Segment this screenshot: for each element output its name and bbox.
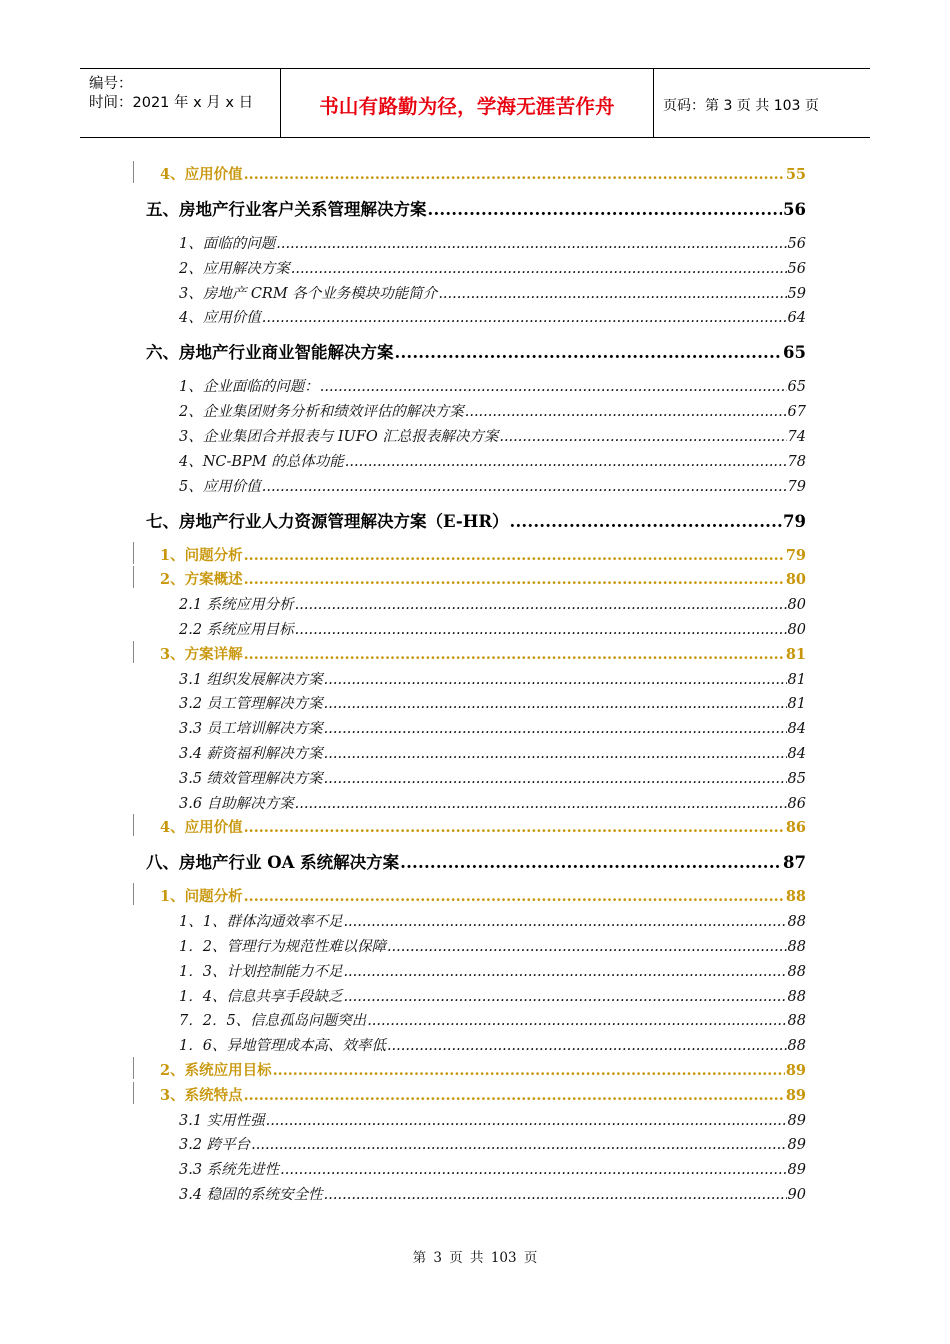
toc-entry-title: 4、应用价值 (160, 166, 243, 183)
toc-chapter-entry[interactable] (146, 196, 806, 220)
toc-entry-title: 3.4 稳固的系统安全性 (179, 1187, 323, 1203)
toc-entry[interactable] (179, 1034, 806, 1055)
toc-entry[interactable] (179, 910, 806, 931)
toc-entry-title: 4、NC-BPM 的总体功能 (179, 453, 344, 470)
toc-entry-title: 五、房地产行业客户关系管理解决方案 (146, 200, 427, 219)
toc-entry-page: 89 (787, 1137, 806, 1154)
toc-entry-page: 89 (787, 1162, 806, 1179)
toc-entry-title: 1．4、信息共享手段缺乏 (179, 988, 343, 1005)
toc-entry[interactable] (179, 935, 806, 956)
toc-leader-dots (510, 512, 782, 531)
toc-entry-title: 2、企业集团财务分析和绩效评估的解决方案 (179, 404, 464, 421)
toc-entry-page: 86 (787, 795, 806, 812)
toc-entry-page: 88 (787, 939, 806, 955)
toc-leader-dots (428, 200, 783, 219)
toc-entry-title: 1、企业面临的问题： (179, 379, 319, 396)
toc-entry[interactable] (179, 306, 806, 327)
toc-entry-page: 88 (787, 914, 806, 931)
toc-entry[interactable] (179, 400, 806, 421)
toc-entry[interactable] (179, 282, 806, 303)
toc-entry-page: 56 (787, 236, 806, 252)
toc-entry-page: 90 (787, 1187, 806, 1203)
toc-entry-page: 81 (787, 696, 806, 713)
toc-entry-page: 81 (787, 671, 806, 688)
toc-leader-dots (499, 429, 786, 445)
toc-entry-page: 55 (785, 166, 806, 183)
toc-entry[interactable] (179, 767, 806, 788)
toc-margin-bar (133, 1057, 134, 1079)
toc-entry[interactable] (160, 163, 806, 184)
toc-margin-bar (133, 542, 134, 564)
toc-leader-dots (251, 1137, 786, 1153)
toc-leader-dots (324, 672, 787, 688)
toc-entry[interactable] (179, 1109, 806, 1130)
toc-entry-page: 88 (787, 988, 806, 1005)
toc-entry-title: 3.3 员工培训解决方案 (179, 721, 323, 738)
toc-entry[interactable] (179, 618, 806, 639)
time-label: 时间：2021 年 x 月 x 日 (89, 95, 254, 111)
toc-entry-title: 2.2 系统应用目标 (179, 622, 294, 638)
toc-entry[interactable] (179, 450, 806, 471)
toc-entry-title: 3.5 绩效管理解决方案 (179, 770, 323, 787)
toc-entry[interactable] (179, 375, 806, 396)
toc-entry-title: 3.1 实用性强 (179, 1112, 265, 1129)
toc-leader-dots (343, 914, 786, 930)
toc-leader-dots (244, 547, 785, 564)
toc-entry-title: 六、房地产行业商业智能解决方案 (146, 343, 394, 363)
toc-entry-title: 3.2 员工管理解决方案 (179, 696, 323, 713)
toc-entry-title: 5、应用价值 (179, 478, 261, 495)
toc-entry[interactable] (179, 985, 806, 1006)
toc-margin-bar (133, 814, 134, 836)
toc-leader-dots (244, 646, 785, 663)
toc-leader-dots (367, 1013, 786, 1029)
toc-entry[interactable] (179, 960, 806, 981)
toc-entry-title: 1．2、管理行为规范性难以保障 (179, 939, 386, 955)
toc-entry-page: 85 (787, 770, 806, 787)
toc-entry-title: 7．2．5、信息孤岛问题突出 (179, 1013, 367, 1030)
toc-leader-dots (324, 746, 787, 762)
toc-entry-page: 89 (785, 1086, 806, 1104)
toc-leader-dots (465, 404, 787, 420)
toc-leader-dots (387, 1038, 787, 1054)
toc-entry-page: 84 (787, 746, 806, 762)
toc-chapter-entry[interactable] (146, 849, 806, 873)
toc-entry[interactable] (179, 1158, 806, 1179)
toc-leader-dots (324, 771, 787, 787)
toc-entry[interactable] (179, 1183, 806, 1204)
toc-entry-title: 2、方案概述 (160, 571, 243, 589)
toc-entry[interactable] (179, 257, 806, 278)
page-footer: 第 3 页 共 103 页 (412, 1250, 538, 1266)
toc-entry-title: 1、1、群体沟通效率不足 (179, 914, 343, 931)
toc-entry-title: 4、应用价值 (160, 819, 243, 837)
toc-entry-title: 3、房地产 CRM 各个业务模块功能简介 (179, 285, 438, 302)
toc-entry-page: 80 (787, 597, 806, 614)
toc-leader-dots (324, 1187, 787, 1203)
toc-entry-title: 3.6 自助解决方案 (179, 795, 294, 812)
toc-entry[interactable] (179, 742, 806, 763)
toc-entry[interactable] (179, 475, 806, 496)
toc-entry-page: 88 (787, 1013, 806, 1030)
page-info: 页码：第 3 页 共 103 页 (663, 98, 819, 114)
toc-entry-title: 1．3、计划控制能力不足 (179, 963, 343, 980)
toc-entry-page: 79 (787, 478, 806, 495)
motto-text: 书山有路勤为径，学海无涯苦作舟 (319, 95, 615, 118)
toc-entry-title: 3.1 组织发展解决方案 (179, 671, 323, 688)
toc-entry-page: 78 (787, 453, 806, 470)
toc-entry[interactable] (179, 425, 806, 446)
toc-entry-title: 3、方案详解 (160, 645, 243, 663)
toc-leader-dots (262, 310, 787, 326)
toc-leader-dots (343, 989, 786, 1005)
toc-entry-page: 64 (787, 310, 806, 327)
toc-entry[interactable] (160, 544, 806, 565)
toc-entry-page: 89 (785, 1062, 806, 1079)
toc-entry[interactable] (160, 1084, 806, 1105)
toc-entry-title: 4、应用价值 (179, 310, 261, 327)
toc-leader-dots (291, 261, 787, 277)
toc-entry-page: 74 (787, 429, 806, 445)
toc-entry-title: 3、系统特点 (160, 1086, 243, 1104)
toc-entry[interactable] (160, 643, 806, 664)
toc-leader-dots (395, 343, 783, 362)
toc-entry[interactable] (179, 792, 806, 813)
toc-entry-page: 65 (787, 379, 806, 396)
toc-entry[interactable] (179, 1009, 806, 1030)
toc-entry-title: 1、问题分析 (160, 546, 243, 564)
toc-entry-page: 56 (783, 200, 806, 219)
toc-entry[interactable] (179, 717, 806, 738)
toc-entry-title: 3.2 跨平台 (179, 1137, 251, 1154)
toc-margin-bar (133, 641, 134, 663)
toc-chapter-entry[interactable] (146, 339, 806, 363)
toc-leader-dots (295, 796, 787, 812)
toc-leader-dots (320, 379, 787, 395)
toc-entry-title: 八、房地产行业 OA 系统解决方案 (146, 853, 400, 873)
toc-entry-page: 81 (785, 645, 806, 663)
toc-leader-dots (262, 479, 787, 495)
toc-entry-page: 59 (787, 285, 806, 302)
toc-leader-dots (387, 939, 787, 955)
toc-entry-page: 87 (783, 853, 806, 873)
toc-margin-bar (133, 161, 134, 183)
toc-entry-page: 84 (787, 721, 806, 738)
toc-entry[interactable] (179, 668, 806, 689)
toc-entry[interactable] (179, 1133, 806, 1154)
toc-entry-page: 80 (785, 571, 806, 589)
toc-chapter-entry[interactable] (146, 508, 806, 532)
toc-entry[interactable] (179, 692, 806, 713)
toc-entry-title: 1、问题分析 (160, 888, 243, 906)
toc-entry-page: 88 (785, 888, 806, 906)
toc-entry[interactable] (160, 885, 806, 906)
toc-entry[interactable] (160, 1059, 806, 1080)
toc-entry-title: 七、房地产行业人力资源管理解决方案（E-HR） (146, 511, 509, 531)
toc-leader-dots (266, 1113, 787, 1129)
toc-entry-page: 56 (787, 260, 806, 277)
toc-entry-page: 65 (783, 343, 806, 363)
toc-leader-dots (324, 696, 787, 712)
toc-entry-title: 3.3 系统先进性 (179, 1162, 280, 1179)
toc-entry-page: 67 (787, 404, 806, 421)
toc-margin-bar (133, 883, 134, 905)
toc-leader-dots (273, 1062, 785, 1079)
toc-entry-page: 79 (783, 511, 806, 531)
serial-label: 编号： (89, 76, 133, 92)
toc-entry-title: 3.4 薪资福利解决方案 (179, 746, 323, 762)
toc-entry-page: 79 (785, 546, 806, 564)
toc-leader-dots (400, 853, 782, 872)
toc-entry-title: 2.1 系统应用分析 (179, 597, 294, 614)
toc-margin-bar (133, 566, 134, 588)
toc-entry-title: 2、系统应用目标 (160, 1062, 272, 1079)
toc-leader-dots (244, 166, 785, 183)
toc-entry-title: 3、企业集团合并报表与 IUFO 汇总报表解决方案 (179, 429, 499, 445)
toc-entry-page: 89 (787, 1112, 806, 1129)
toc-entry-title: 2、应用解决方案 (179, 260, 290, 277)
toc-leader-dots (324, 721, 787, 737)
toc-entry-page: 80 (787, 622, 806, 638)
toc-leader-dots (295, 597, 787, 613)
toc-leader-dots (244, 819, 785, 836)
toc-entry-page: 86 (785, 819, 806, 837)
toc-leader-dots (244, 1087, 785, 1104)
toc-leader-dots (295, 622, 787, 638)
toc-entry[interactable] (160, 568, 806, 589)
toc-leader-dots (276, 236, 786, 252)
toc-entry[interactable] (160, 816, 806, 837)
toc-leader-dots (345, 454, 787, 470)
toc-entry-page: 88 (787, 1038, 806, 1055)
toc-entry-title: 1．6、异地管理成本高、效率低 (179, 1038, 386, 1055)
toc-margin-bar (133, 1082, 134, 1104)
toc-leader-dots (280, 1162, 786, 1178)
toc-entry-title: 1、面临的问题 (179, 236, 276, 252)
toc-entry[interactable] (179, 593, 806, 614)
toc-leader-dots (343, 964, 786, 980)
toc-entry[interactable] (179, 232, 806, 253)
toc-entry-page: 88 (787, 963, 806, 980)
toc-leader-dots (244, 571, 785, 588)
toc-leader-dots (244, 888, 785, 905)
toc-leader-dots (438, 286, 786, 302)
